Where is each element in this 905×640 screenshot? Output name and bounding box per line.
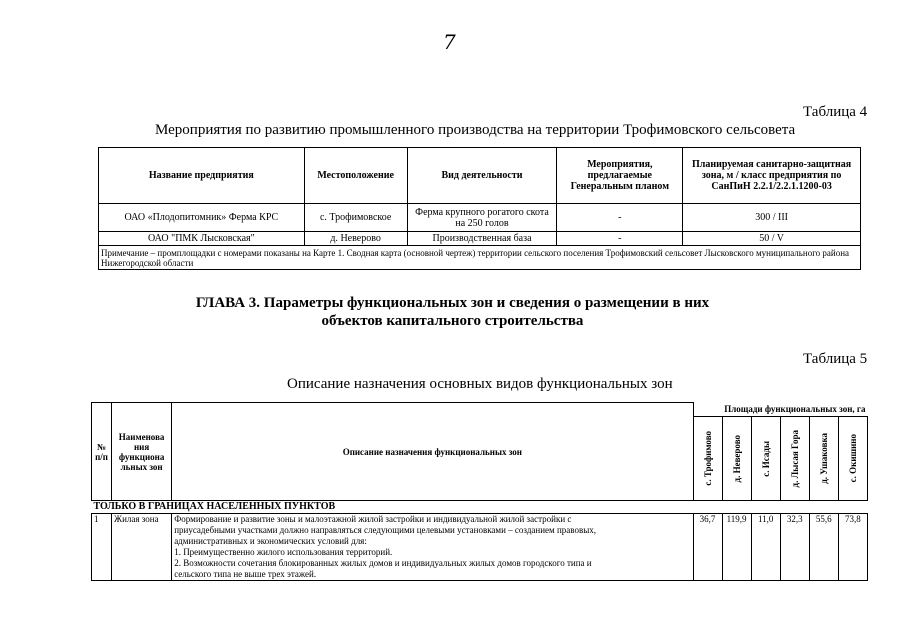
settlement-header: с. Исады bbox=[760, 440, 771, 477]
settlement-header: д. Ушаковка bbox=[818, 433, 829, 484]
table4-label: Таблица 4 bbox=[803, 104, 868, 120]
area-value: 55,6 bbox=[809, 514, 838, 581]
description-line: сельского типа не выше трех этажей. bbox=[174, 569, 317, 579]
enterprise-activity: Производственная база bbox=[407, 232, 557, 246]
table4-caption: Мероприятия по развитию промышленного производства на территории Трофимовского сельсовета bbox=[155, 122, 796, 138]
area-value: 36,7 bbox=[693, 514, 722, 581]
table-row bbox=[99, 204, 861, 232]
description-line: Формирование и развитие зоны и малоэтажной жилой застройки и индивидуальной жилой застройки с bbox=[174, 514, 572, 524]
table4-header-zone: Планируемая санитарно-защитная зона, м / класс предприятия по СанПиН 2.2.1/2.2.1.1200-03 bbox=[683, 148, 861, 204]
table5-label: Таблица 5 bbox=[803, 351, 868, 367]
description-line: административных и экономических условий для: bbox=[174, 536, 367, 546]
enterprise-activity: Ферма крупного рогатого скота на 250 голов bbox=[407, 204, 557, 232]
table5-header-zone-name: Наименова ния функциона льных зон bbox=[112, 403, 172, 501]
area-value: 11,0 bbox=[751, 514, 780, 581]
settlement-header: с. Трофимово bbox=[702, 431, 713, 486]
table4-header-activity: Вид деятельности bbox=[407, 148, 557, 204]
table4-header-name: Название предприятия bbox=[99, 148, 305, 204]
enterprise-measures: - bbox=[557, 204, 683, 232]
zone-description bbox=[172, 514, 693, 581]
enterprise-name: ОАО «Плодопитомник» Ферма КРС bbox=[99, 204, 305, 232]
enterprise-measures: - bbox=[557, 232, 683, 246]
enterprise-location: с. Трофимовское bbox=[304, 204, 407, 232]
chapter-title-line2: объектов капитального строительства bbox=[321, 313, 584, 329]
area-value: 119,9 bbox=[722, 514, 751, 581]
table5-header-description: Описание назначения функциональных зон bbox=[172, 403, 693, 501]
enterprise-name: ОАО "ПМК Лысковская" bbox=[99, 232, 305, 246]
zone-name: Жилая зона bbox=[112, 514, 172, 581]
description-line: приусадебными участками должно направляться следующими целевыми установками – созданием правовых, bbox=[174, 525, 597, 535]
area-value: 73,8 bbox=[838, 514, 867, 581]
description-line: 2. Возможности сочетания блокированных жилых домов и индивидуальных жилых домов городского типа и bbox=[174, 558, 592, 568]
table-row bbox=[92, 514, 868, 581]
row-number: 1 bbox=[92, 514, 112, 581]
chapter-title-line1: ГЛАВА 3. Параметры функциональных зон и сведения о размещении в них bbox=[195, 295, 710, 311]
table5-section-title: ТОЛЬКО В ГРАНИЦАХ НАСЕЛЕННЫХ ПУНКТОВ bbox=[92, 501, 868, 514]
settlement-header: д. Лысая Гора bbox=[789, 429, 800, 488]
table5 bbox=[91, 402, 868, 581]
table4 bbox=[98, 147, 861, 270]
page-number: 7 bbox=[443, 30, 456, 54]
table4-header-location: Местоположение bbox=[304, 148, 407, 204]
enterprise-zone: 300 / III bbox=[683, 204, 861, 232]
table4-header-measures: Мероприятия, предлагаемые Генеральным планом bbox=[557, 148, 683, 204]
table-row bbox=[99, 232, 861, 246]
settlement-header: д. Неверово bbox=[731, 434, 742, 483]
area-value: 32,3 bbox=[780, 514, 809, 581]
table5-header-areas: Площади функциональных зон, га bbox=[693, 403, 867, 417]
description-line: 1. Преимущественно жилого использования территорий. bbox=[174, 547, 393, 557]
table4-note: Примечание – промплощадки с номерами показаны на Карте 1. Сводная карта (основной чертеж) территории сельского поселения Трофимовский сельсовет Лысковского муниципального района Нижегородской области bbox=[99, 246, 861, 270]
table5-caption: Описание назначения основных видов функциональных зон bbox=[287, 376, 673, 392]
settlement-header: с. Окишино bbox=[847, 434, 858, 483]
enterprise-zone: 50 / V bbox=[683, 232, 861, 246]
enterprise-location: д. Неверово bbox=[304, 232, 407, 246]
table5-header-number: № п/п bbox=[92, 403, 112, 501]
